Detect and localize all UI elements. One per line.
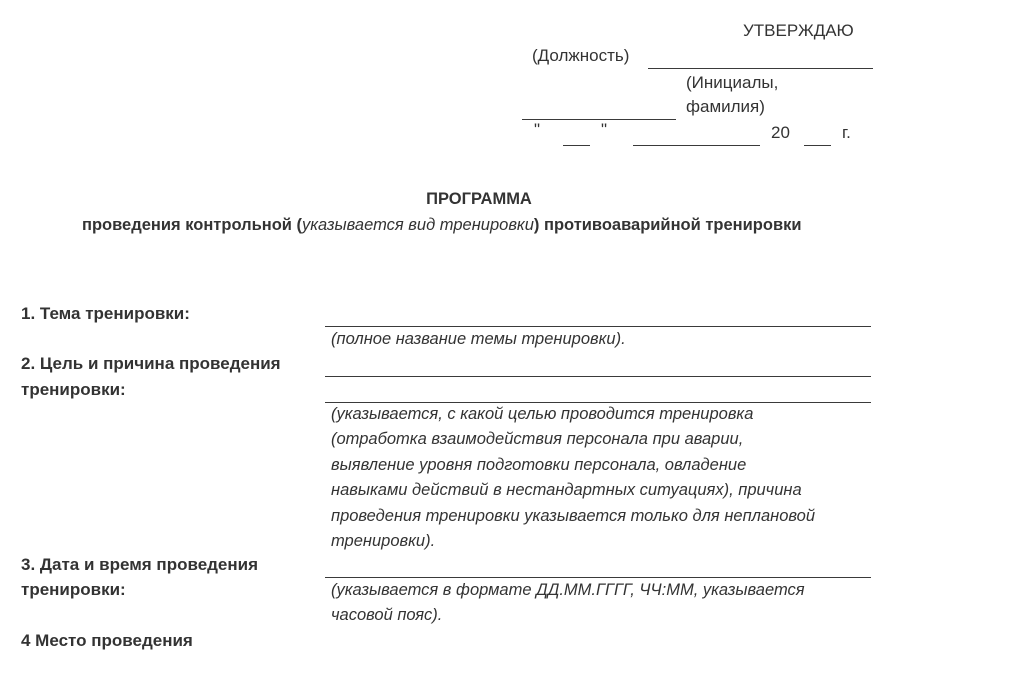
section2-label-line1: 2. Цель и причина проведения xyxy=(21,354,281,373)
section3-label-line2: тренировки: xyxy=(21,580,126,599)
initials-label-line1: (Инициалы, xyxy=(686,73,779,92)
subtitle-italic: указывается вид тренировки xyxy=(302,216,534,234)
section3-hint-line: (указывается в формате ДД.ММ.ГГГГ, ЧЧ:ММ, указывается xyxy=(331,581,805,599)
subtitle-part1: проведения контрольной ( xyxy=(82,216,303,234)
subtitle-part2: ) противоаварийной тренировки xyxy=(533,216,802,234)
date-day-line xyxy=(563,145,590,146)
section4-label: 4 Место проведения xyxy=(21,631,193,650)
section2-hint xyxy=(331,402,815,554)
section2-label-line2: тренировки: xyxy=(21,380,126,399)
section3-hint xyxy=(331,578,805,629)
signature-line xyxy=(522,119,676,120)
section2-hint-line: проведения тренировки указывается только для неплановой xyxy=(331,506,816,525)
position-label: (Должность) xyxy=(532,46,630,65)
document-title: ПРОГРАММА xyxy=(426,190,532,208)
date-quote-open: " xyxy=(534,120,541,139)
section1-hint: (полное название темы тренировки). xyxy=(331,330,626,348)
document-subtitle xyxy=(82,216,802,235)
section2-field-line1 xyxy=(325,376,871,377)
approval-title: УТВЕРЖДАЮ xyxy=(743,21,854,40)
section3-label-line1: 3. Дата и время проведения xyxy=(21,555,259,574)
position-signature-line xyxy=(648,68,873,69)
date-year-line xyxy=(804,145,831,146)
section2-hint-line: (отработка взаимодействия персонала при аварии, xyxy=(331,430,744,449)
date-month-line xyxy=(633,145,760,146)
section2-hint-line: тренировки). xyxy=(331,532,436,551)
section1-label: 1. Тема тренировки: xyxy=(21,304,190,323)
date-year-prefix: 20 xyxy=(771,123,790,142)
date-year-suffix: г. xyxy=(842,123,851,142)
section2-hint-line: навыками действий в нестандартных ситуациях), причина xyxy=(331,481,802,500)
date-quote-close: " xyxy=(601,120,608,139)
section2-hint-line: выявление уровня подготовки персонала, овладение xyxy=(331,455,747,474)
section2-hint-line: (указывается, с какой целью проводится тренировка xyxy=(331,405,754,423)
initials-label-line2: фамилия) xyxy=(686,97,765,116)
section3-hint-line: часовой пояс). xyxy=(331,606,443,625)
